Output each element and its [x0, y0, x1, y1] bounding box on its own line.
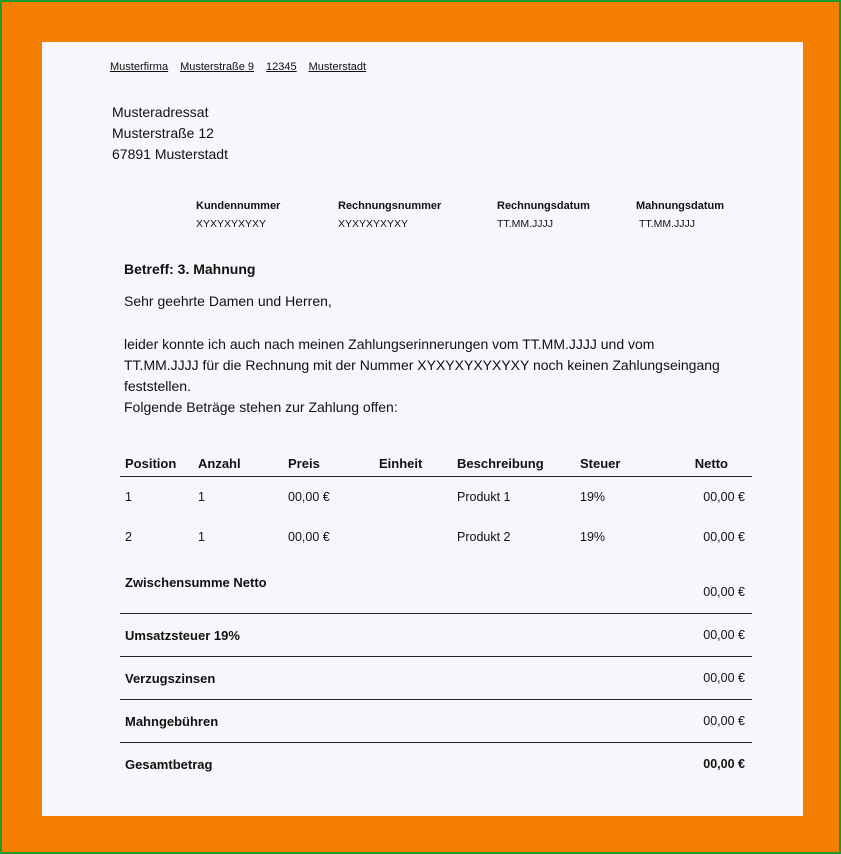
- subtotal-label: Zwischensumme Netto: [125, 575, 267, 590]
- sender-company: Musterfirma: [110, 61, 169, 73]
- orange-frame: [2, 2, 839, 852]
- body-line: feststellen.: [124, 378, 191, 394]
- row2-netto: 00,00 €: [703, 530, 745, 544]
- total-value: 00,00 €: [703, 757, 745, 771]
- invoice-date-value: TT.MM.JJJJ: [497, 218, 553, 230]
- reminder-date-label: Mahnungsdatum: [636, 200, 724, 212]
- customer-number-label: Kundennummer: [196, 200, 281, 212]
- row2-anzahl: 1: [198, 530, 205, 544]
- vat-value: 00,00 €: [703, 628, 745, 642]
- sender-city: Musterstadt: [308, 61, 367, 73]
- row2-position: 2: [125, 530, 132, 544]
- summary-rule: [120, 613, 752, 614]
- vat-label: Umsatzsteuer 19%: [125, 628, 240, 643]
- invoice-number-value: XYXYXYXYXY: [338, 218, 409, 230]
- col-header-steuer: Steuer: [580, 456, 621, 471]
- summary-rule: [120, 656, 752, 657]
- late-interest-value: 00,00 €: [703, 671, 745, 685]
- total-label: Gesamtbetrag: [125, 757, 213, 772]
- customer-number-value: XYXYXYXYXY: [196, 218, 267, 230]
- late-interest-label: Verzugszinsen: [125, 671, 216, 686]
- body-line: Folgende Beträge stehen zur Zahlung offen:: [124, 399, 398, 415]
- sender-line: [110, 61, 366, 73]
- col-header-netto: Netto: [694, 456, 728, 471]
- row2-steuer: 19%: [580, 530, 606, 544]
- col-header-anzahl: Anzahl: [198, 456, 241, 471]
- col-header-position: Position: [125, 456, 177, 471]
- row1-beschreibung: Produkt 1: [457, 490, 511, 504]
- recipient-city: 67891 Musterstadt: [112, 146, 228, 162]
- row1-steuer: 19%: [580, 490, 606, 504]
- subtotal-value: 00,00 €: [703, 585, 745, 599]
- subject-line: Betreff: 3. Mahnung: [124, 261, 256, 277]
- body-line: TT.MM.JJJJ für die Rechnung mit der Nummer XYXYXYXYXYXY noch keinen Zahlungseingang: [124, 357, 720, 373]
- row2-beschreibung: Produkt 2: [457, 530, 511, 544]
- col-header-einheit: Einheit: [379, 456, 423, 471]
- greeting: Sehr geehrte Damen und Herren,: [124, 293, 332, 309]
- letter-body: [124, 334, 764, 418]
- row1-anzahl: 1: [198, 490, 205, 504]
- row1-netto: 00,00 €: [703, 490, 745, 504]
- summary-rule: [120, 699, 752, 700]
- row1-preis: 00,00 €: [288, 490, 330, 504]
- reminder-fees-value: 00,00 €: [703, 714, 745, 728]
- sender-zip: 12345: [266, 61, 297, 73]
- reminder-fees-label: Mahngebühren: [125, 714, 219, 729]
- col-header-beschreibung: Beschreibung: [457, 456, 544, 471]
- sender-street: Musterstraße 9: [180, 61, 255, 73]
- row2-preis: 00,00 €: [288, 530, 330, 544]
- letter-page: [42, 42, 803, 816]
- invoice-date-label: Rechnungsdatum: [497, 200, 590, 212]
- table-header-rule: [120, 476, 752, 477]
- row1-position: 1: [125, 490, 132, 504]
- recipient-street: Musterstraße 12: [112, 125, 214, 141]
- recipient-address: [112, 102, 228, 165]
- body-line: leider konnte ich auch nach meinen Zahlungserinnerungen vom TT.MM.JJJJ und vom: [124, 336, 655, 352]
- col-header-preis: Preis: [288, 456, 320, 471]
- invoice-number-label: Rechnungsnummer: [338, 200, 442, 212]
- recipient-name: Musteradressat: [112, 104, 209, 120]
- reminder-date-value: TT.MM.JJJJ: [639, 218, 695, 230]
- summary-rule: [120, 742, 752, 743]
